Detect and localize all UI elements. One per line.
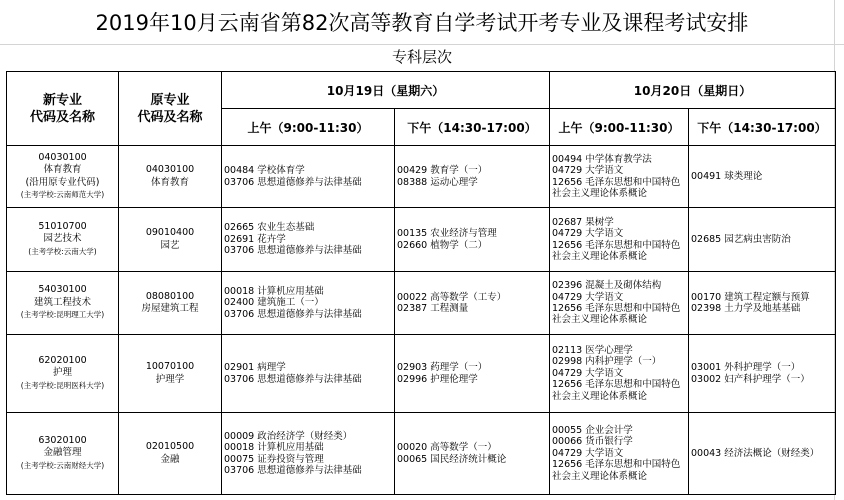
course-item: 04729 大学语文 <box>552 165 624 177</box>
new-major-code: 51010700 <box>38 220 87 232</box>
orig-major-name: 护理学 <box>155 373 185 385</box>
course-cell-sun-pm <box>689 272 836 335</box>
course-item: 02400 建筑施工（一） <box>224 297 324 309</box>
orig-major-cell <box>119 272 222 335</box>
orig-major-code: 02010500 <box>145 441 195 452</box>
header-date-sat: 10月19日（星期六） <box>222 72 550 109</box>
course-item: 00018 计算机应用基础 <box>224 285 324 297</box>
course-item: 00009 政治经济学（财经类） <box>224 430 353 442</box>
course-cell-sun-am <box>550 208 689 272</box>
table-row <box>7 208 836 272</box>
course-item: 00491 球类理论 <box>691 170 763 182</box>
course-cell-sat-pm <box>395 413 550 495</box>
course-item: 03002 妇产科护理学（一） <box>691 373 810 385</box>
course-item: 00170 建筑工程定额与预算 <box>691 291 810 303</box>
course-item: 03706 思想道德修养与法律基础 <box>224 373 362 385</box>
course-item: 00429 教育学（一） <box>397 165 488 177</box>
course-item: 00484 学校体育学 <box>224 165 305 177</box>
course-item: 03001 外科护理学（一） <box>691 362 801 374</box>
course-item: 03706 思想道德修养与法律基础 <box>224 464 362 476</box>
course-item: 02660 植物学（二） <box>397 239 488 251</box>
course-item: 02685 园艺病虫害防治 <box>691 233 791 245</box>
schedule-table <box>6 71 836 495</box>
course-item: 社会主义理论体系概论 <box>552 470 648 482</box>
course-cell-sun-am <box>550 272 689 335</box>
new-major-note: (沿用原专业代码) <box>25 176 100 188</box>
orig-major-name: 金融 <box>160 453 180 465</box>
exam-school: (主考学校:云南大学) <box>28 246 97 256</box>
course-item: 03706 思想道德修养与法律基础 <box>224 245 362 257</box>
course-cell-sat-am <box>222 208 395 272</box>
new-major-cell <box>7 272 119 335</box>
course-item: 00066 货币银行学 <box>552 436 633 448</box>
orig-major-name: 园艺 <box>160 239 180 251</box>
course-cell-sat-am <box>222 272 395 335</box>
course-cell-sun-pm <box>689 335 836 413</box>
orig-major-name: 房屋建筑工程 <box>141 303 199 314</box>
course-cell-sat-pm <box>395 335 550 413</box>
new-major-code: 04030100 <box>38 151 87 163</box>
course-item: 00018 计算机应用基础 <box>224 442 324 454</box>
course-item: 00022 高等数学（工专） <box>397 291 507 303</box>
exam-school: (主考学校:昆明医科大学) <box>20 380 105 390</box>
course-item: 12656 毛泽东思想和中国特色 <box>552 379 681 391</box>
header-sat-pm: 下午（14:30-17:00） <box>395 109 550 146</box>
course-item: 02691 花卉学 <box>224 233 286 245</box>
course-item: 02998 内科护理学（一） <box>552 356 662 368</box>
course-item: 社会主义理论体系概论 <box>552 187 648 199</box>
header-sat-am: 上午（9:00-11:30） <box>222 109 395 146</box>
course-item: 02387 工程测量 <box>397 303 469 314</box>
course-item: 04729 大学语文 <box>552 291 624 303</box>
course-item: 04729 大学语文 <box>552 367 624 379</box>
course-cell-sat-pm <box>395 208 550 272</box>
new-major-cell <box>7 146 119 208</box>
new-major-name: 建筑工程技术 <box>33 296 91 308</box>
course-cell-sun-pm <box>689 146 836 208</box>
course-cell-sun-am <box>550 146 689 208</box>
header-new-major: 新专业 代码及名称 <box>7 72 119 146</box>
course-item: 03706 思想道德修养与法律基础 <box>224 308 362 320</box>
course-item: 00055 企业会计学 <box>552 424 633 436</box>
course-cell-sat-pm <box>395 146 550 208</box>
course-item: 04729 大学语文 <box>552 228 624 240</box>
course-item: 03706 思想道德修养与法律基础 <box>224 176 362 188</box>
orig-major-name: 体育教育 <box>150 176 189 188</box>
course-item: 02113 医学心理学 <box>552 344 633 356</box>
orig-major-code: 04030100 <box>145 164 195 175</box>
course-item: 00020 高等数学（一） <box>397 442 497 454</box>
course-cell-sat-am <box>222 335 395 413</box>
new-major-name: 金融管理 <box>43 447 82 459</box>
new-major-name: 护理 <box>52 367 72 379</box>
course-item: 02398 土力学及地基基础 <box>691 303 801 314</box>
course-item: 00494 中学体育教学法 <box>552 153 652 165</box>
new-major-cell <box>7 413 119 495</box>
new-major-code: 63020100 <box>38 434 87 446</box>
course-cell-sat-am <box>222 146 395 208</box>
course-cell-sun-pm <box>689 208 836 272</box>
new-major-code: 62020100 <box>38 354 87 366</box>
course-item: 02901 病理学 <box>224 362 286 374</box>
course-item: 12656 毛泽东思想和中国特色 <box>552 303 681 314</box>
course-item: 12656 毛泽东思想和中国特色 <box>552 459 681 471</box>
course-item: 00043 经济法概论（财经类） <box>691 447 820 459</box>
course-item: 社会主义理论体系概论 <box>552 390 648 402</box>
course-cell-sun-am <box>550 413 689 495</box>
header-sun-pm: 下午（14:30-17:00） <box>689 109 836 146</box>
header-sun-am: 上午（9:00-11:30） <box>550 109 689 146</box>
orig-major-cell <box>119 146 222 208</box>
orig-major-cell <box>119 208 222 272</box>
course-item: 04729 大学语文 <box>552 447 624 459</box>
course-item: 12656 毛泽东思想和中国特色 <box>552 239 681 251</box>
header-date-sun: 10月20日（星期日） <box>550 72 836 109</box>
course-item: 02996 护理伦理学 <box>397 373 478 385</box>
orig-major-code: 08080100 <box>145 290 195 302</box>
course-cell-sun-am <box>550 335 689 413</box>
table-row <box>7 146 836 208</box>
orig-major-cell <box>119 413 222 495</box>
course-item: 02665 农业生态基础 <box>224 222 315 234</box>
page-title: 2019年10月云南省第82次高等教育自学考试开考专业及课程考试安排 <box>0 0 844 45</box>
course-item: 02396 混凝土及砌体结构 <box>552 280 662 292</box>
orig-major-cell <box>119 335 222 413</box>
orig-major-code: 10070100 <box>145 361 195 372</box>
header-orig-major: 原专业 代码及名称 <box>119 72 222 146</box>
table-row <box>7 413 836 495</box>
exam-school: (主考学校:昆明理工大学) <box>20 310 105 320</box>
course-cell-sun-pm <box>689 413 836 495</box>
course-item: 00065 国民经济统计概论 <box>397 453 507 465</box>
course-cell-sat-am <box>222 413 395 495</box>
course-item: 12656 毛泽东思想和中国特色 <box>552 176 681 188</box>
course-item: 08388 运动心理学 <box>397 176 478 188</box>
new-major-code: 54030100 <box>38 284 87 296</box>
new-major-name: 体育教育 <box>43 164 82 175</box>
page-subtitle: 专科层次 <box>391 48 452 66</box>
new-major-cell <box>7 208 119 272</box>
course-item: 02903 药理学（一） <box>397 362 488 374</box>
table-row <box>7 272 836 335</box>
table-row <box>7 335 836 413</box>
exam-school: (主考学校:云南财经大学) <box>20 460 105 470</box>
course-cell-sat-pm <box>395 272 550 335</box>
course-item: 02687 果树学 <box>552 216 614 228</box>
course-item: 00135 农业经济与管理 <box>397 228 497 240</box>
exam-school: (主考学校:云南师范大学) <box>20 190 105 199</box>
new-major-cell <box>7 335 119 413</box>
new-major-name: 园艺技术 <box>43 233 82 245</box>
course-item: 社会主义理论体系概论 <box>552 314 648 326</box>
course-item: 社会主义理论体系概论 <box>552 250 648 262</box>
course-item: 00075 证券投资与管理 <box>224 453 324 465</box>
orig-major-code: 09010400 <box>145 227 195 238</box>
